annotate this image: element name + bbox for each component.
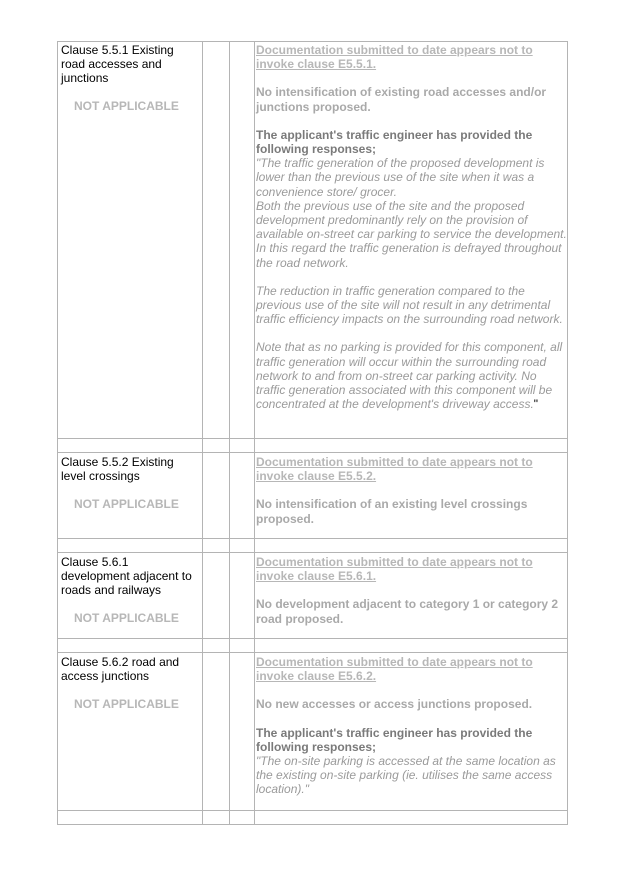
response-text: Note that as no parking is provided for this component, all traffic generation will occur within the surrounding road network to and from on-street car parking activity. No traffic generation associated with this component will be concentrated at the development's driveway access.	[256, 340, 563, 412]
table-divider	[202, 41, 203, 825]
response-text: Both the previous use of the site and the proposed development predominantly rely on the provision of available on-street car parking to service the development. In this regard the traffic generation is defrayed throughout the road network.	[256, 198, 567, 270]
clause-title: Clause 5.6.1 development adjacent to roads and railways	[61, 555, 192, 597]
table-rule	[57, 652, 568, 653]
assessment-cell	[256, 555, 568, 640]
table-rule	[57, 452, 568, 453]
table-rule	[57, 824, 568, 825]
assessment-cell	[256, 455, 568, 540]
documentation-note: Documentation submitted to date appears not to invoke clause E5.5.2.	[256, 455, 533, 484]
response-text: "The traffic generation of the proposed development is lower than the previous use of the site when it was a convenience store/ grocer.	[256, 156, 545, 199]
response-heading: The applicant's traffic engineer has provided the following responses;	[256, 725, 533, 754]
response-text: The reduction in traffic generation compared to the previous use of the site will not result in any detrimental traffic efficiency impacts on the surrounding road network.	[256, 283, 563, 327]
table-rule	[57, 810, 568, 811]
table-rule	[57, 41, 568, 42]
documentation-note: Documentation submitted to date appears not to invoke clause E5.6.1.	[256, 555, 533, 584]
status-label: NOT APPLICABLE	[74, 611, 179, 625]
assessment-cell	[256, 655, 568, 797]
clause-title: Clause 5.6.2 road and access junctions	[61, 655, 180, 683]
finding-text: No new accesses or access junctions proposed.	[256, 697, 533, 712]
clause-cell	[58, 655, 200, 711]
finding-text: No intensification of an existing level crossings proposed.	[256, 497, 528, 526]
documentation-note: Documentation submitted to date appears not to invoke clause E5.5.1.	[256, 43, 533, 72]
status-label: NOT APPLICABLE	[74, 99, 179, 113]
table-divider	[229, 41, 230, 825]
table-divider	[254, 41, 255, 825]
response-text: "The on-site parking is accessed at the same location as the existing on-site parking (ie. utilises the same access location)."	[256, 754, 556, 797]
clause-title: Clause 5.5.1 Existing road accesses and junctions	[61, 43, 174, 85]
status-label: NOT APPLICABLE	[74, 497, 179, 511]
clause-cell	[58, 43, 200, 113]
clause-cell	[58, 555, 200, 625]
table-rule	[57, 552, 568, 553]
response-heading: The applicant's traffic engineer has provided the following responses;	[256, 127, 533, 157]
finding-text: No development adjacent to category 1 or category 2 road proposed.	[256, 597, 559, 626]
assessment-cell	[256, 43, 568, 411]
table-rule	[57, 438, 568, 439]
finding-text: No intensification of existing road accesses and/or junctions proposed.	[256, 85, 547, 114]
clause-cell	[58, 455, 200, 511]
status-label: NOT APPLICABLE	[74, 697, 179, 711]
closing-quote: "	[533, 397, 539, 412]
clause-title: Clause 5.5.2 Existing level crossings	[61, 455, 174, 483]
documentation-note: Documentation submitted to date appears not to invoke clause E5.6.2.	[256, 655, 533, 684]
